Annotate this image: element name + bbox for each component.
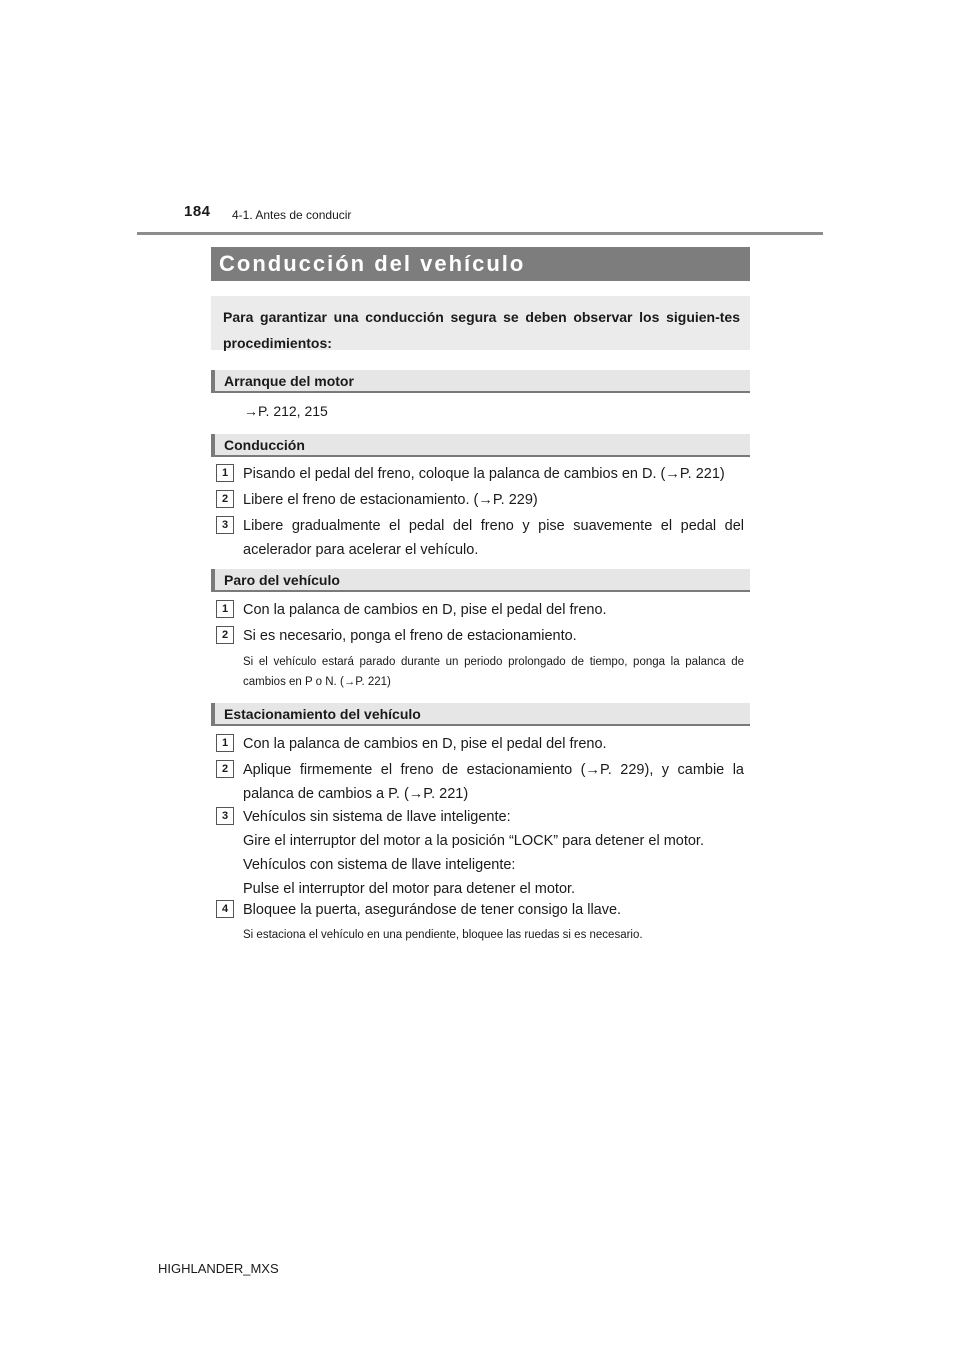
step-number-badge: 4 — [216, 900, 234, 918]
step-continuation — [216, 853, 744, 901]
page-title: Conducción del vehículo — [211, 247, 750, 281]
step-item — [216, 805, 744, 853]
note-text: Si el vehículo estará parado durante un periodo prolongado de tiempo, ponga la palanca de cambios en P o N. (→P. 221) — [243, 656, 744, 688]
step-number-badge: 1 — [216, 464, 234, 482]
step-text: Si es necesario, ponga el freno de estacionamiento. — [243, 628, 577, 644]
step-number-badge: 1 — [216, 734, 234, 752]
page-number: 184 — [184, 203, 211, 220]
breadcrumb: 4-1. Antes de conducir — [232, 208, 352, 222]
step-number-badge: 1 — [216, 600, 234, 618]
step-text: Pisando el pedal del freno, coloque la palanca de cambios en D. (→P. 221) — [243, 466, 725, 482]
step-number-badge: 3 — [216, 807, 234, 825]
step-text-line: Vehículos sin sistema de llave inteligente: — [243, 809, 511, 825]
step-text — [243, 805, 744, 853]
step-number-badge: 3 — [216, 516, 234, 534]
step-item — [216, 732, 744, 756]
section-heading-paro: Paro del vehículo — [211, 569, 750, 592]
step-item — [216, 758, 744, 806]
step-text: Libere el freno de estacionamiento. (→P. 229) — [243, 492, 538, 508]
step-item — [216, 598, 744, 622]
step-item — [216, 624, 744, 648]
step-text-line: Vehículos con sistema de llave inteligente: — [243, 857, 516, 873]
header-rule — [137, 232, 823, 235]
step-item — [216, 898, 744, 922]
intro-text: Para garantizar una conducción segura se deben observar los siguien-tes procedimientos: — [211, 296, 750, 350]
step-text: Con la palanca de cambios en D, pise el pedal del freno. — [243, 736, 607, 752]
section-heading-arranque: Arranque del motor — [211, 370, 750, 393]
footer-model-code: HIGHLANDER_MXS — [158, 1261, 279, 1276]
step-number-badge: 2 — [216, 760, 234, 778]
step-text: Libere gradualmente el pedal del freno y pise suavemente el pedal del acelerador para acelerar el vehículo. — [243, 518, 744, 558]
step-text: Con la palanca de cambios en D, pise el pedal del freno. — [243, 602, 607, 618]
note-text: Si estaciona el vehículo en una pendiente, bloquee las ruedas si es necesario. — [243, 929, 643, 941]
step-item — [216, 462, 744, 486]
step-text: Bloquee la puerta, asegurándose de tener consigo la llave. — [243, 902, 622, 918]
section-heading-estacionamiento: Estacionamiento del vehículo — [211, 703, 750, 726]
section-heading-conduccion: Conducción — [211, 434, 750, 457]
step-text — [243, 853, 744, 901]
step-text-line: Gire el interruptor del motor a la posición “LOCK” para detener el motor. — [243, 833, 704, 849]
step-number-badge: 2 — [216, 626, 234, 644]
step-text: Aplique firmemente el freno de estacionamiento (→P. 229), y cambie la palanca de cambios a P. (→P. 221) — [243, 762, 744, 802]
step-text-line: Pulse el interruptor del motor para detener el motor. — [243, 881, 576, 897]
step-item — [216, 514, 744, 562]
step-item — [216, 488, 744, 512]
step-number-badge: 2 — [216, 490, 234, 508]
page-reference: →P. 212, 215 — [244, 403, 328, 419]
